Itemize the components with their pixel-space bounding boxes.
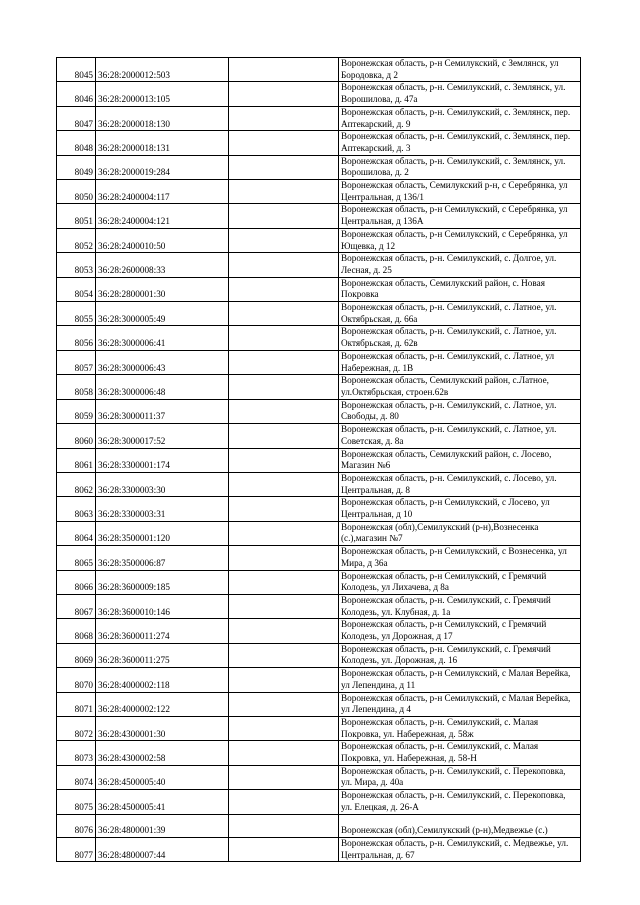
empty-cell [229,619,339,643]
address-cell: Воронежская область, р-н. Семилукский, с. Гремячий Колодезь, ул. Дорожная, д. 16 [339,643,581,667]
table-row [57,350,581,374]
row-number-cell: 8052 [57,228,96,252]
empty-cell [229,692,339,716]
cadastral-number-cell: 36:28:3500006:87 [96,546,229,570]
cadastral-number-cell: 36:28:3000006:48 [96,375,229,399]
address-cell: Воронежская область, р-н. Семилукский, с. Латное, ул. Свободы, д. 80 [339,399,581,423]
cadastral-number-cell: 36:28:3300003:31 [96,497,229,521]
table-row [57,82,581,106]
table-row [57,375,581,399]
empty-cell [229,180,339,204]
cadastral-number-cell: 36:28:3500001:120 [96,521,229,545]
row-number-cell: 8046 [57,82,96,106]
empty-cell [229,302,339,326]
row-number-cell: 8075 [57,790,96,814]
row-number-cell: 8053 [57,253,96,277]
empty-cell [229,375,339,399]
address-cell: Воронежская область, р-н Семилукский, с Малая Верейка, ул Лепендина, д 4 [339,692,581,716]
table-row [57,277,581,301]
cadastral-number-cell: 36:28:2000018:130 [96,106,229,130]
table-row [57,814,581,837]
row-number-cell: 8060 [57,424,96,448]
empty-cell [229,668,339,692]
address-cell: Воронежская область, р-н. Семилукский, с. Землянск, ул. Ворошилова, д. 47а [339,82,581,106]
row-number-cell: 8054 [57,277,96,301]
address-cell: Воронежская область, р-н Семилукский, с Землянск, ул Бородовка, д 2 [339,58,581,82]
empty-cell [229,765,339,789]
table-row [57,497,581,521]
empty-cell [229,790,339,814]
address-cell: Воронежская область, р-н. Семилукский, с. Землянск, ул. Ворошилова, д. 2 [339,155,581,179]
address-cell: Воронежская область, Семилукский район, с.Латное, ул.Октябрьская, строен.62в [339,375,581,399]
table-row [57,253,581,277]
cadastral-number-cell: 36:28:4500005:41 [96,790,229,814]
empty-cell [229,497,339,521]
table-row [57,58,581,82]
row-number-cell: 8056 [57,326,96,350]
cadastral-number-cell: 36:28:2000018:131 [96,131,229,155]
address-cell: Воронежская область, р-н. Семилукский, с. Долгое, ул. Лесная, д. 25 [339,253,581,277]
row-number-cell: 8068 [57,619,96,643]
row-number-cell: 8059 [57,399,96,423]
address-cell: Воронежская область, р-н. Семилукский, с. Латное, ул. Советская, д. 8а [339,424,581,448]
row-number-cell: 8073 [57,741,96,765]
cadastral-number-cell: 36:28:2400004:117 [96,180,229,204]
row-number-cell: 8049 [57,155,96,179]
address-cell: Воронежская область, р-н. Семилукский, с. Землянск, пер. Аптекарский, д. 3 [339,131,581,155]
row-number-cell: 8077 [57,837,96,861]
empty-cell [229,58,339,82]
empty-cell [229,350,339,374]
row-number-cell: 8048 [57,131,96,155]
registry-table [56,57,581,862]
cadastral-number-cell: 36:28:3000011:37 [96,399,229,423]
empty-cell [229,521,339,545]
row-number-cell: 8045 [57,58,96,82]
address-cell: Воронежская область, р-н. Семилукский, с. Гремячий Колодезь, ул. Клубная, д. 1а [339,594,581,618]
row-number-cell: 8072 [57,716,96,740]
empty-cell [229,570,339,594]
empty-cell [229,837,339,861]
cadastral-number-cell: 36:28:3000005:49 [96,302,229,326]
address-cell: Воронежская область, р-н. Семилукский, с. Землянск, пер. Аптекарский, д. 9 [339,106,581,130]
cadastral-number-cell: 36:28:4300001:30 [96,716,229,740]
row-number-cell: 8061 [57,448,96,472]
cadastral-number-cell: 36:28:2400010:50 [96,228,229,252]
empty-cell [229,546,339,570]
address-cell: Воронежская область, р-н Семилукский, с Гремячий Колодезь, ул Лихачева, д 8а [339,570,581,594]
cadastral-number-cell: 36:28:2000019:284 [96,155,229,179]
address-cell: Воронежская область, р-н Семилукский, с Серебрянка, ул Центральная, д 136А [339,204,581,228]
row-number-cell: 8076 [57,814,96,837]
table-row [57,180,581,204]
table-row [57,594,581,618]
table-row [57,448,581,472]
table-row [57,716,581,740]
cadastral-number-cell: 36:28:2800001:30 [96,277,229,301]
cadastral-number-cell: 36:28:3600011:274 [96,619,229,643]
cadastral-number-cell: 36:28:4500005:40 [96,765,229,789]
cadastral-number-cell: 36:28:4800001:39 [96,814,229,837]
cadastral-number-cell: 36:28:3600010:146 [96,594,229,618]
cadastral-number-cell: 36:28:4800007:44 [96,837,229,861]
table-row [57,619,581,643]
table-row [57,837,581,861]
registry-table-body [57,58,581,862]
row-number-cell: 8057 [57,350,96,374]
address-cell: Воронежская область, р-н Семилукский, с Лосево, ул Центральная, д 10 [339,497,581,521]
row-number-cell: 8067 [57,594,96,618]
address-cell: Воронежская область, Семилукский р-н, с Серебрянка, ул Центральная, д 136/1 [339,180,581,204]
row-number-cell: 8063 [57,497,96,521]
cadastral-number-cell: 36:28:2600008:33 [96,253,229,277]
row-number-cell: 8071 [57,692,96,716]
empty-cell [229,131,339,155]
address-cell: Воронежская область, р-н. Семилукский, с. Малая Покровка, ул. Набережная, д. 58ж [339,716,581,740]
table-row [57,472,581,496]
table-row [57,228,581,252]
address-cell: Воронежская область, Семилукский район, с. Лосево, Магазин №6 [339,448,581,472]
empty-cell [229,741,339,765]
row-number-cell: 8062 [57,472,96,496]
table-row [57,155,581,179]
table-row [57,546,581,570]
cadastral-number-cell: 36:28:3300001:174 [96,448,229,472]
address-cell: Воронежская область, р-н Семилукский, с Серебрянка, ул Ющевка, д 12 [339,228,581,252]
cadastral-number-cell: 36:28:3600011:275 [96,643,229,667]
cadastral-number-cell: 36:28:3000017:52 [96,424,229,448]
address-cell: Воронежская область, р-н. Семилукский, с. Перекоповка, ул. Елецкая, д. 26-А [339,790,581,814]
empty-cell [229,716,339,740]
cadastral-number-cell: 36:28:4000002:118 [96,668,229,692]
row-number-cell: 8047 [57,106,96,130]
empty-cell [229,643,339,667]
address-cell: Воронежская область, р-н. Семилукский, с. Малая Покровка, ул. Набережная, д. 58-Н [339,741,581,765]
row-number-cell: 8074 [57,765,96,789]
row-number-cell: 8050 [57,180,96,204]
cadastral-number-cell: 36:28:2000013:105 [96,82,229,106]
empty-cell [229,82,339,106]
row-number-cell: 8066 [57,570,96,594]
address-cell: Воронежская область, р-н. Семилукский, с. Латное, ул. Октябрьская, д. 62в [339,326,581,350]
row-number-cell: 8064 [57,521,96,545]
row-number-cell: 8058 [57,375,96,399]
address-cell: Воронежская область, р-н. Семилукский, с. Латное, ул Набережная, д. 1В [339,350,581,374]
address-cell: Воронежская область, Семилукский район, с. Новая Покровка [339,277,581,301]
row-number-cell: 8055 [57,302,96,326]
row-number-cell: 8069 [57,643,96,667]
row-number-cell: 8051 [57,204,96,228]
empty-cell [229,277,339,301]
address-cell: Воронежская (обл),Семилукский (р-н),Медвежье (с.) [339,814,581,837]
table-row [57,668,581,692]
empty-cell [229,424,339,448]
cadastral-number-cell: 36:28:2000012:503 [96,58,229,82]
address-cell: Воронежская область, р-н Семилукский, с Гремячий Колодезь, ул Дорожная, д 17 [339,619,581,643]
cadastral-number-cell: 36:28:2400004:121 [96,204,229,228]
table-row [57,424,581,448]
table-row [57,399,581,423]
cadastral-number-cell: 36:28:4300002:58 [96,741,229,765]
cadastral-number-cell: 36:28:4000002:122 [96,692,229,716]
empty-cell [229,448,339,472]
cadastral-number-cell: 36:28:3000006:43 [96,350,229,374]
table-row [57,765,581,789]
empty-cell [229,326,339,350]
cadastral-number-cell: 36:28:3600009:185 [96,570,229,594]
empty-cell [229,228,339,252]
address-cell: Воронежская область, р-н Семилукский, с Вознесенка, ул Мира, д 36а [339,546,581,570]
address-cell: Воронежская область, р-н. Семилукский, с. Латное, ул. Октябрьская, д. 66а [339,302,581,326]
table-row [57,790,581,814]
table-row [57,302,581,326]
address-cell: Воронежская (обл),Семилукский (р-н),Вознесенка (с.),магазин №7 [339,521,581,545]
table-row [57,692,581,716]
empty-cell [229,399,339,423]
row-number-cell: 8065 [57,546,96,570]
empty-cell [229,472,339,496]
table-row [57,741,581,765]
table-row [57,204,581,228]
table-row [57,326,581,350]
address-cell: Воронежская область, р-н Семилукский, с Малая Верейка, ул Лепендина, д 11 [339,668,581,692]
empty-cell [229,155,339,179]
row-number-cell: 8070 [57,668,96,692]
address-cell: Воронежская область, р-н. Семилукский, с. Лосево, ул. Центральная, д. 8 [339,472,581,496]
cadastral-number-cell: 36:28:3300003:30 [96,472,229,496]
empty-cell [229,594,339,618]
table-row [57,131,581,155]
empty-cell [229,204,339,228]
address-cell: Воронежская область, р-н. Семилукский, с. Перекоповка, ул. Мира, д. 40а [339,765,581,789]
table-row [57,521,581,545]
cadastral-number-cell: 36:28:3000006:41 [96,326,229,350]
address-cell: Воронежская область, р-н. Семилукский, с. Медвежье, ул. Центральная, д. 67 [339,837,581,861]
empty-cell [229,253,339,277]
empty-cell [229,814,339,837]
table-row [57,570,581,594]
empty-cell [229,106,339,130]
table-row [57,106,581,130]
table-row [57,643,581,667]
